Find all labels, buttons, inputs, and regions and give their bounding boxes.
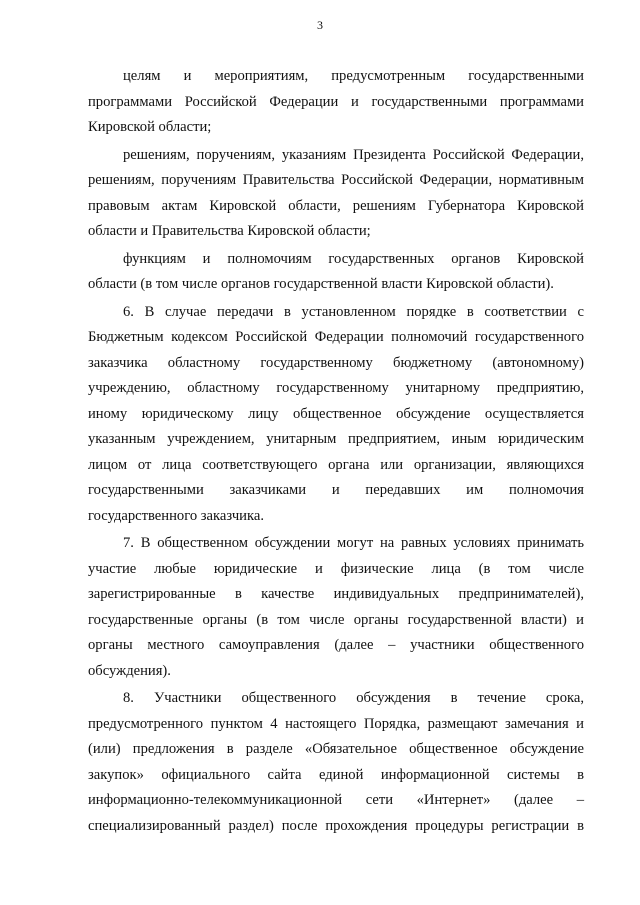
text-line: области и Правительства Кировской области; (88, 223, 371, 239)
paragraph (88, 64, 584, 141)
text-line: предусмотренного пунктом 4 настоящего Порядка, размещают замечания и (88, 715, 584, 732)
text-line: решениям, поручениям, указаниям Президента Российской Федерации, (123, 146, 584, 163)
paragraph (88, 686, 584, 839)
text-line: Бюджетным кодексом Российской Федерации полномочий государственного (88, 329, 584, 345)
text-line: информационно-телекоммуникационной сети «Интернет» (далее – (88, 792, 584, 808)
text-line: обсуждения). (88, 662, 171, 679)
text-line: 6. В случае передачи в установленном порядке в соответствии с (123, 303, 584, 320)
text-line: 8. Участники общественного обсуждения в течение срока, (123, 690, 584, 706)
text-line: 7. В общественном обсуждении могут на равных условиях принимать (123, 535, 584, 551)
paragraph (88, 143, 584, 245)
text-line: специализированный раздел) после прохождения процедуры регистрации в (88, 817, 584, 834)
text-line: решениям, поручениям Правительства Российской Федерации, нормативным (88, 172, 584, 188)
text-line: учреждению, областному государственному унитарному предприятию, (88, 380, 584, 396)
text-line: государственные органы (в том числе органы государственной власти) и (88, 611, 584, 628)
text-line: иному юридическому лицу общественное обсуждение осуществляется (88, 405, 584, 422)
text-line: области (в том числе органов государственной власти Кировской области). (88, 276, 554, 292)
text-line: указанным учреждением, унитарным предприятием, иным юридическим (88, 431, 584, 447)
text-line: целям и мероприятиям, предусмотренным государственными (123, 68, 584, 84)
paragraph (88, 300, 584, 530)
text-line: государственными заказчиками и передавших им полномочия (88, 482, 584, 498)
text-line: правовым актам Кировской области, решениям Губернатора Кировской (88, 197, 584, 214)
text-line: зарегистрированные в качестве индивидуальных предпринимателей), (88, 586, 584, 602)
text-line: программами Российской Федерации и государственными программами (88, 93, 584, 110)
paragraph (88, 247, 584, 298)
text-line: заказчика областному государственному бюджетному (автономному) (88, 354, 584, 371)
text-line: функциям и полномочиям государственных органов Кировской (123, 250, 584, 267)
text-line: участие любые юридические и физические лица (в том числе (88, 560, 584, 577)
text-line: органы местного самоуправления (далее – участники общественного (88, 637, 584, 653)
page-number: 3 (317, 18, 323, 32)
text-line: закупок» официального сайта единой информационной системы в (88, 766, 584, 783)
text-line: государственного заказчика. (88, 507, 264, 524)
paragraph (88, 531, 584, 684)
text-line: (или) предложения в разделе «Обязательное общественное обсуждение (88, 741, 584, 757)
text-line: Кировской области; (88, 119, 212, 135)
document-body (88, 64, 584, 839)
text-line: лицом от лица соответствующего органа или организации, являющихся (88, 456, 584, 473)
